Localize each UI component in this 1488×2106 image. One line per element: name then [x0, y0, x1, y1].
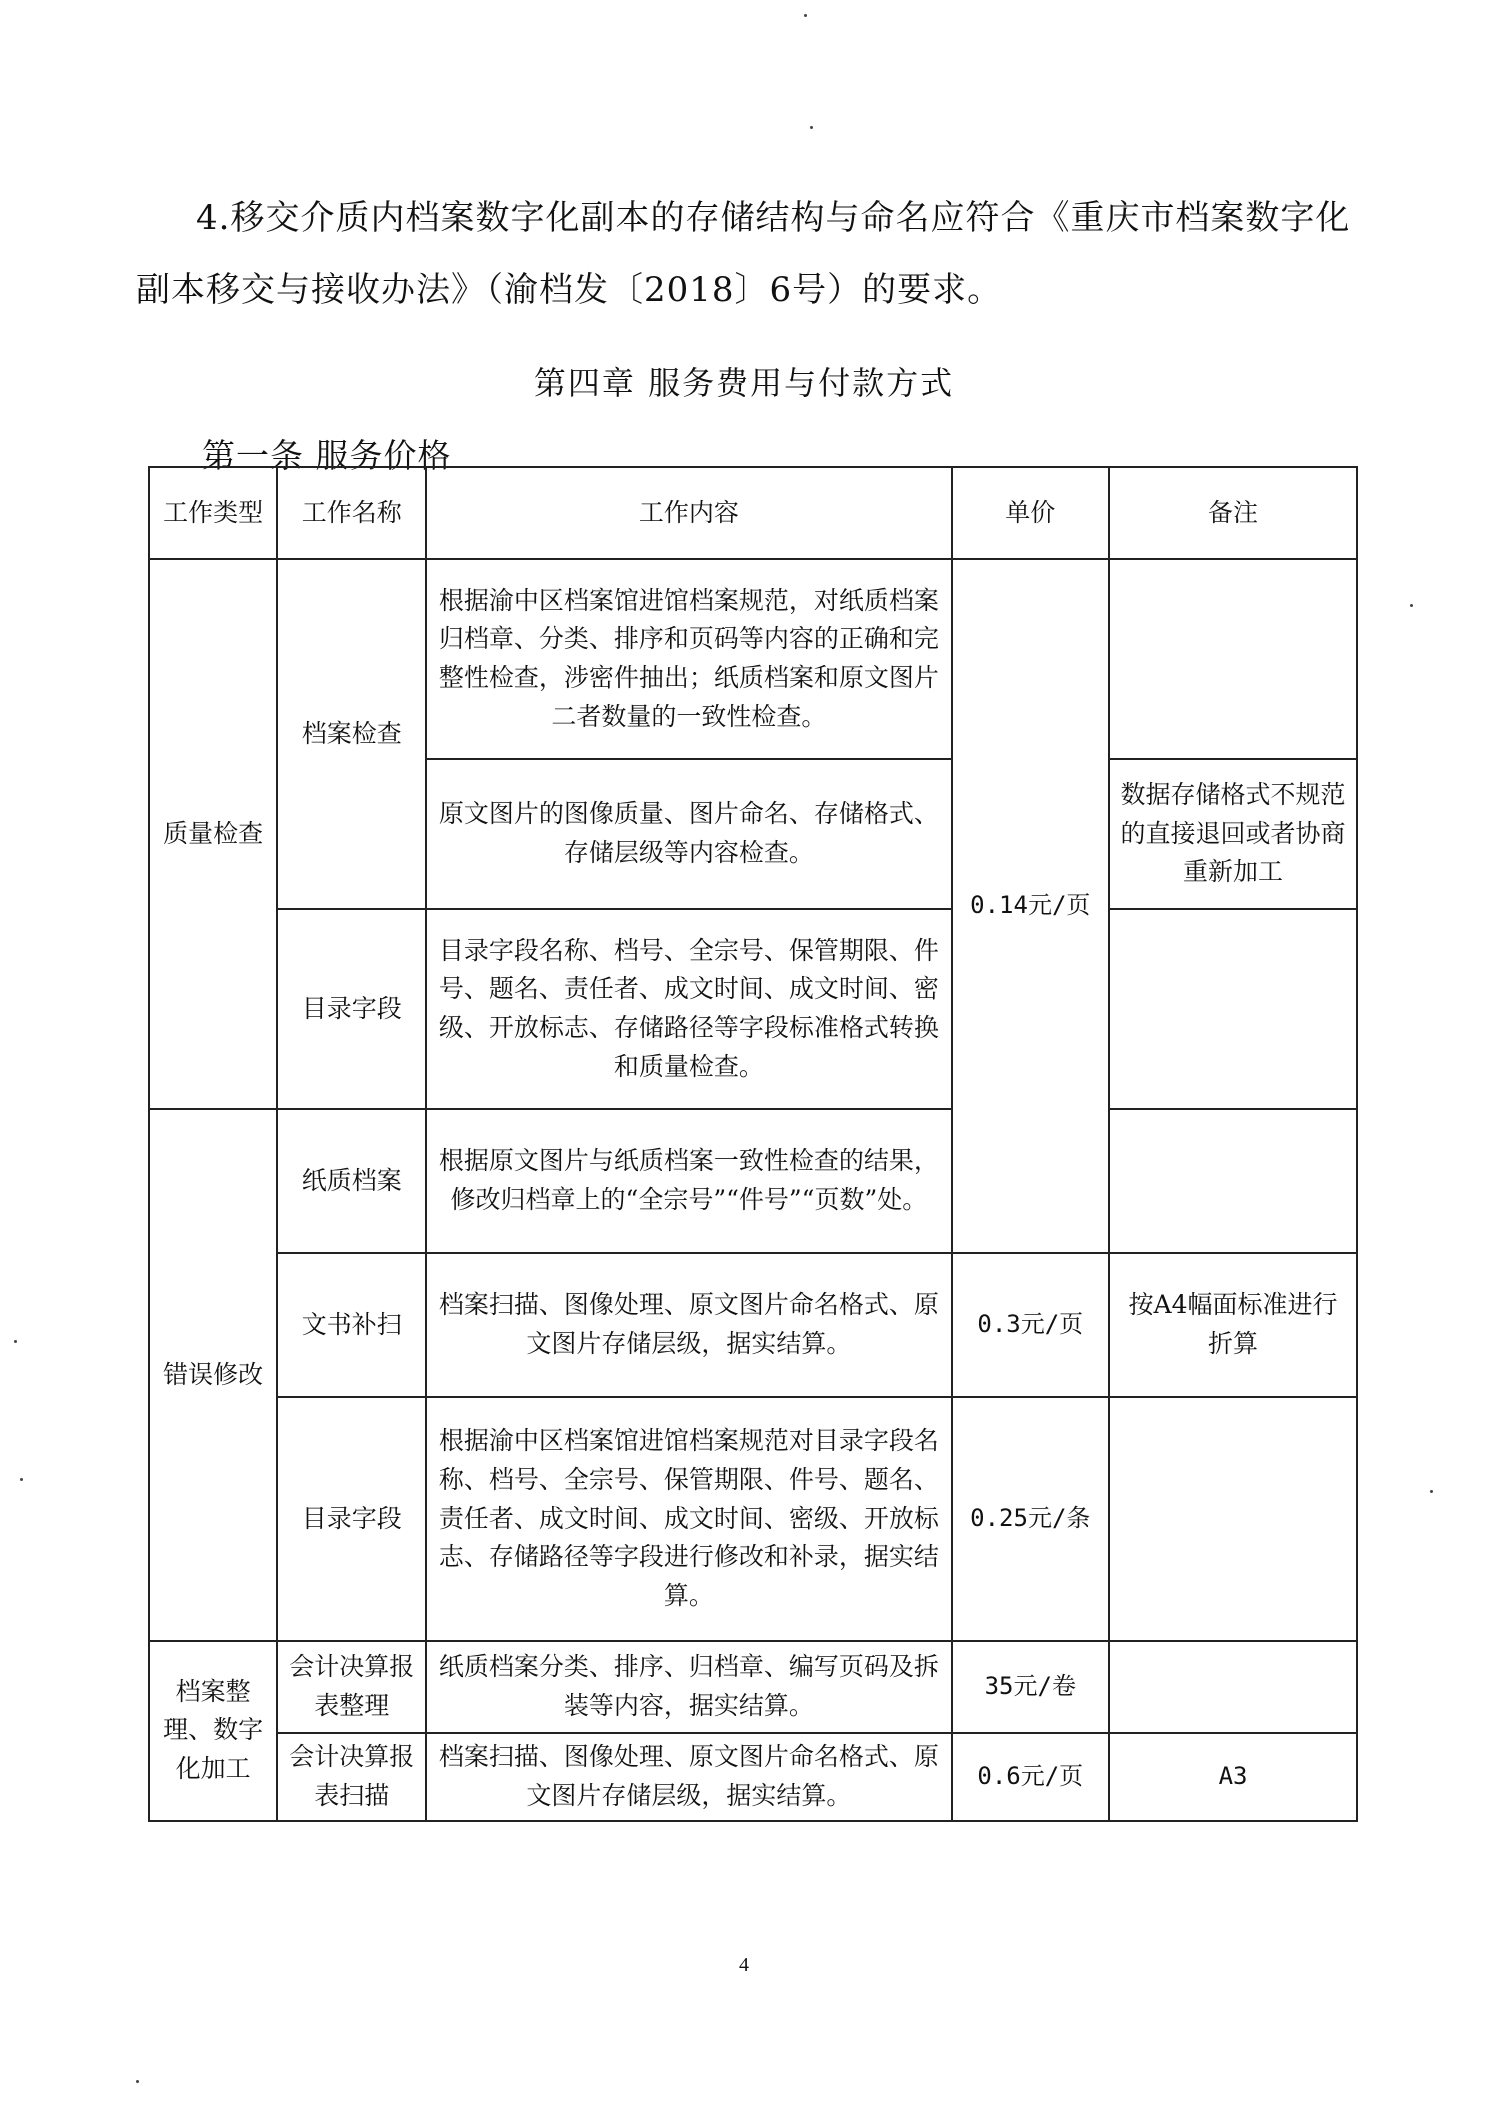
work-content-catalog-fix: 根据渝中区档案馆进馆档案规范对目录字段名称、档号、全宗号、保管期限、件号、题名、责任者、成文时间、成文时间、密级、开放标志、存储路径等字段进行修改和补录，据实结算。 — [426, 1397, 951, 1641]
remark-empty — [1109, 909, 1357, 1109]
work-content-paper-archive: 根据原文图片与纸质档案一致性检查的结果，修改归档章上的“全宗号”“件号”“页数”处。 — [426, 1109, 951, 1253]
work-name-archive-check: 档案检查 — [277, 559, 426, 909]
scan-speck — [14, 1340, 17, 1343]
work-name-catalog-field: 目录字段 — [277, 909, 426, 1109]
table-row — [149, 1253, 1357, 1397]
work-content-image-check: 原文图片的图像质量、图片命名、存储格式、存储层级等内容检查。 — [426, 759, 951, 909]
work-name-document-rescan: 文书补扫 — [277, 1253, 426, 1397]
unit-price-report-arrange: 35元/卷 — [952, 1641, 1110, 1733]
scan-speck — [1410, 604, 1413, 607]
work-name-report-scan: 会计决算报表扫描 — [277, 1733, 426, 1821]
table-header-row — [149, 467, 1357, 559]
remark-empty — [1109, 559, 1357, 759]
remark-a4: 按A4幅面标准进行折算 — [1109, 1253, 1357, 1397]
header-unit-price: 单价 — [952, 467, 1110, 559]
chapter-title: 第四章 服务费用与付款方式 — [533, 364, 955, 402]
paragraph-requirement-line-2: 副本移交与接收办法》（渝档发〔2018〕6号）的要求。 — [136, 270, 1003, 310]
group-error-correction: 错误修改 — [149, 1109, 277, 1641]
work-content-report-arrange: 纸质档案分类、排序、归档章、编写页码及拆装等内容，据实结算。 — [426, 1641, 951, 1733]
header-work-name: 工作名称 — [277, 467, 426, 559]
scan-speck — [20, 1478, 23, 1481]
unit-price-shared: 0.14元/页 — [952, 559, 1110, 1253]
paragraph-requirement-line-1: 4.移交介质内档案数字化副本的存储结构与命名应符合《重庆市档案数字化 — [196, 198, 1351, 238]
service-price-table — [148, 466, 1358, 1822]
work-content-archive-check: 根据渝中区档案馆进馆档案规范，对纸质档案归档章、分类、排序和页码等内容的正确和完整性检查，涉密件抽出；纸质档案和原文图片二者数量的一致性检查。 — [426, 559, 951, 759]
work-content-document-rescan: 档案扫描、图像处理、原文图片命名格式、原文图片存储层级，据实结算。 — [426, 1253, 951, 1397]
scan-speck — [1430, 1490, 1433, 1493]
remark-format: 数据存储格式不规范的直接退回或者协商重新加工 — [1109, 759, 1357, 909]
header-remarks: 备注 — [1109, 467, 1357, 559]
table-row — [149, 559, 1357, 759]
unit-price-catalog-fix: 0.25元/条 — [952, 1397, 1110, 1641]
work-name-paper-archive: 纸质档案 — [277, 1109, 426, 1253]
table-row — [149, 1109, 1357, 1253]
work-name-report-arrange: 会计决算报表整理 — [277, 1641, 426, 1733]
unit-price-document-rescan: 0.3元/页 — [952, 1253, 1110, 1397]
remark-empty — [1109, 1397, 1357, 1641]
header-work-content: 工作内容 — [426, 467, 951, 559]
header-work-type: 工作类型 — [149, 467, 277, 559]
work-content-catalog-field: 目录字段名称、档号、全宗号、保管期限、件号、题名、责任者、成文时间、成文时间、密级、开放标志、存储路径等字段标准格式转换和质量检查。 — [426, 909, 951, 1109]
article-title: 第一条 服务价格 — [202, 436, 452, 475]
scan-speck — [136, 2080, 139, 2083]
scan-speck — [804, 14, 807, 17]
group-quality-check: 质量检查 — [149, 559, 277, 1109]
unit-price-report-scan: 0.6元/页 — [952, 1733, 1110, 1821]
table-row — [149, 1641, 1357, 1733]
work-name-catalog-fix: 目录字段 — [277, 1397, 426, 1641]
page-number: 4 — [739, 1954, 749, 1976]
work-content-report-scan: 档案扫描、图像处理、原文图片命名格式、原文图片存储层级，据实结算。 — [426, 1733, 951, 1821]
remark-empty — [1109, 1641, 1357, 1733]
table-row — [149, 1733, 1357, 1821]
remark-a3: A3 — [1109, 1733, 1357, 1821]
table-row — [149, 1397, 1357, 1641]
table-row — [149, 909, 1357, 1109]
remark-empty — [1109, 1109, 1357, 1253]
group-archive-digitization: 档案整理、数字化加工 — [149, 1641, 277, 1821]
scan-speck — [810, 126, 813, 129]
